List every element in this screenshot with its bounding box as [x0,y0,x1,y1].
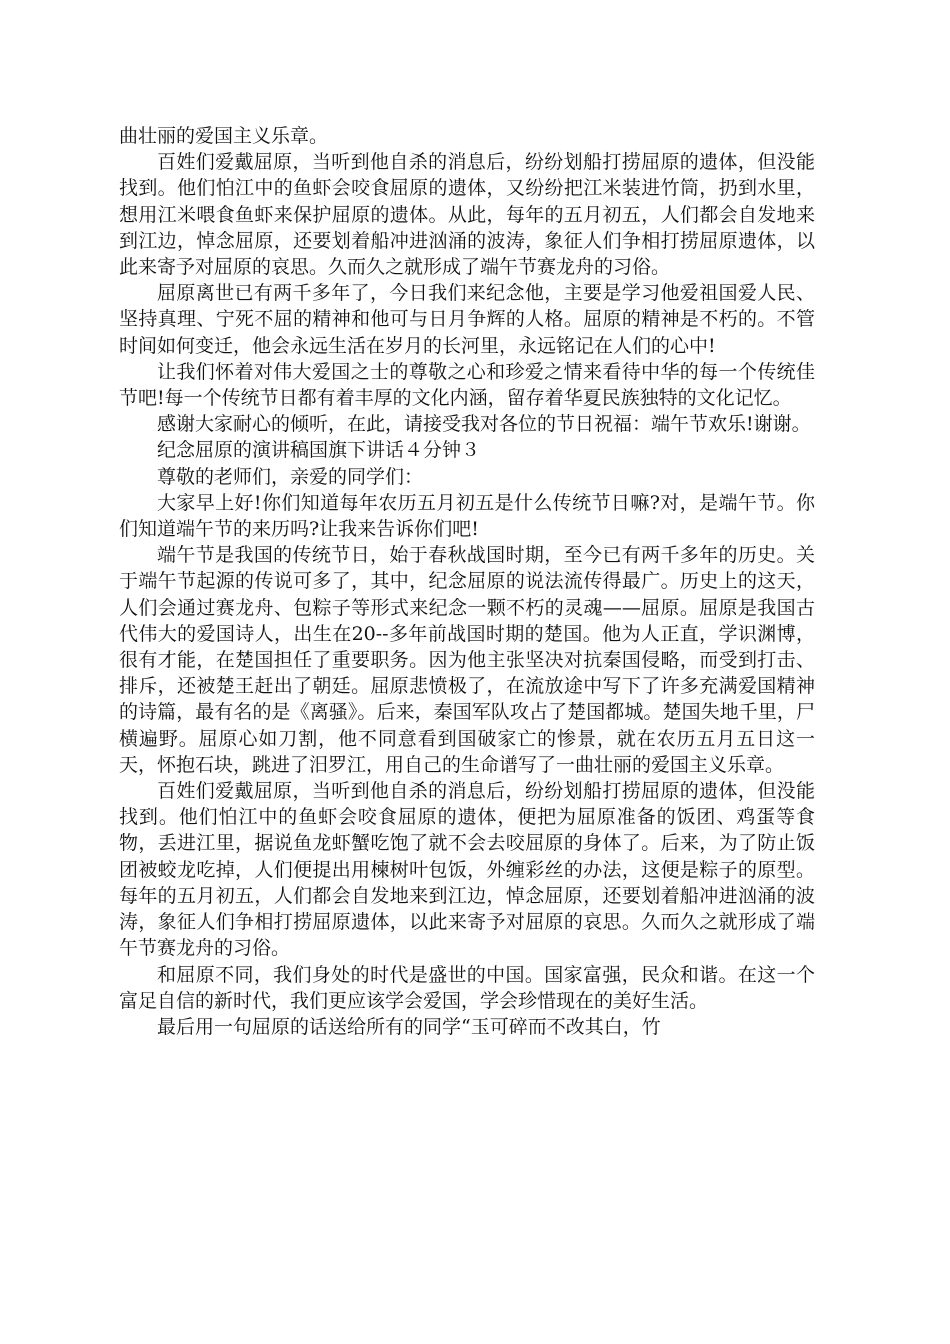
paragraph-quyuan-spirit: 屈原离世已有两千多年了，今日我们来纪念他，主要是学习他爱祖国爱人民、坚持真理、宁死不屈的精神和他可与日月争辉的人格。屈原的精神是不朽的。不管时间如何变迁，他会永远生活在岁月的长河里，永远铭记在人们的心中! [119,282,815,357]
paragraph-continuation: 曲壮丽的爱国主义乐章。 [119,125,329,147]
paragraph-modern-era: 和屈原不同，我们身处的时代是盛世的中国。国家富强，民众和谐。在这一个富足自信的新时代，我们更应该学会爱国，学会珍惜现在的美好生活。 [119,963,815,1012]
paragraph-festival-history: 端午节是我国的传统节日，始于春秋战国时期，至今已有两千多年的历史。关于端午节起源的传说可多了，其中，纪念屈原的说法流传得最广。历史上的这天，人们会通过赛龙舟、包粽子等形式来纪念一颗不朽的灵魂——屈原。屈原是我国古代伟大的爱国诗人，出生在20--多年前战国时期的楚国。他为人正直，学识渊博，很有才能，在楚国担任了重要职务。因为他主张坚决对抗秦国侵略，而受到打击、排斥，还被楚王赶出了朝廷。屈原悲愤极了，在流放途中写下了许多充满爱国精神的诗篇，最有名的是《离骚》。后来，秦国军队攻占了楚国都城。楚国失地千里，尸横遍野。屈原心如刀割，他不同意看到国破家亡的惨景，就在农历五月五日这一天，怀抱石块，跳进了汨罗江，用自己的生命谱写了一曲壮丽的爱国主义乐章。 [119,544,815,776]
paragraph-closing-quote: 最后用一句屈原的话送给所有的同学“玉可碎而不改其白，竹 [157,1015,661,1038]
paragraph-traditional-festivals: 让我们怀着对伟大爱国之士的尊敬之心和珍爱之情来看待中华的每一个传统佳节吧!每一个传统节日都有着丰厚的文化内涵，留存着华夏民族独特的文化记忆。 [119,360,815,410]
paragraph-thanks: 感谢大家耐心的倾听，在此，请接受我对各位的节日祝福：端午节欢乐!谢谢。 [157,413,811,436]
paragraph-mourning-quyuan: 百姓们爱戴屈原，当听到他自杀的消息后，纷纷划船打捞屈原的遗体，但没能找到。他们怕江中的鱼虾会咬食屈原的遗体，又纷纷把江米装进竹筒，扔到水里，想用江米喂食鱼虾来保护屈原的遗体。从此，每年的五月初五，人们都会自发地来到江边，悼念屈原，还要划着船冲进汹涌的波涛，象征人们争相打捞屈原遗体，以此来寄予对屈原的哀思。久而久之就形成了端午节赛龙舟的习俗。 [119,151,815,279]
document-body [119,123,815,1040]
paragraph-zongzi-origin: 百姓们爱戴屈原，当听到他自杀的消息后，纷纷划船打捞屈原的遗体，但没能找到。他们怕江中的鱼虾会咬食屈原的遗体，便把为屈原准备的饭团、鸡蛋等食物，丢进江里，据说鱼龙虾蟹吃饱了就不会去咬屈原的身体了。后来，为了防止饭团被蛟龙吃掉，人们便提出用楝树叶包饭，外缠彩丝的办法，这便是粽子的原型。每年的五月初五，人们都会自发地来到江边，悼念屈原，还要划着船冲进汹涌的波涛，象征人们争相打捞屈原遗体，以此来寄予对屈原的哀思。久而久之就形成了端午节赛龙舟的习俗。 [119,780,815,960]
speech-title: 纪念屈原的演讲稿国旗下讲话４分钟３ [157,439,481,462]
salutation: 尊敬的老师们，亲爱的同学们： [157,465,424,488]
paragraph-greeting: 大家早上好!你们知道每年农历五月初五是什么传统节日嘛?对，是端午节。你们知道端午节的来历吗?让我来告诉你们吧! [119,491,815,541]
